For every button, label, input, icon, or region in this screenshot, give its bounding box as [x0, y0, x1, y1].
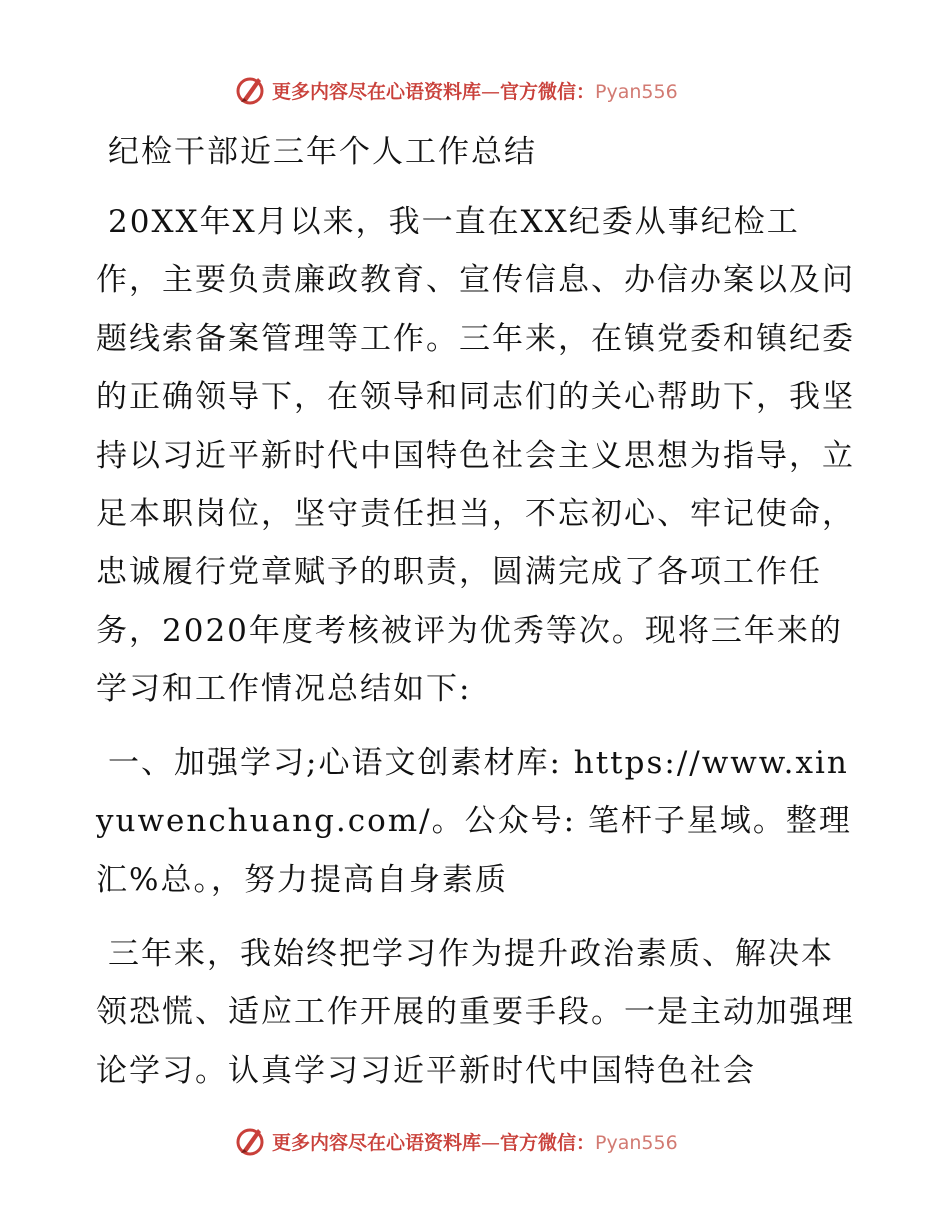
watermark-text: 更多内容尽在心语资料库—官方微信：Pyan556: [272, 80, 678, 103]
page-title: 纪检干部近三年个人工作总结: [108, 134, 537, 170]
wechat-id: Pyan556: [595, 1131, 678, 1154]
section-heading-study: 一、加强学习;心语文创素材库: https://www.xinyuwenchuang.com/。公众号: 笔杆子星域。整理汇%总。，努力提高自身素质: [96, 745, 852, 898]
footer-watermark: [232, 1122, 732, 1160]
watermark-text: 更多内容尽在心语资料库—官方微信：Pyan556: [272, 1131, 678, 1154]
wechat-id: Pyan556: [595, 80, 678, 103]
brush-pen-logo-icon: [232, 1123, 268, 1159]
paragraph-study: 三年来，我始终把学习作为提升政治素质、解决本领恐慌、适应工作开展的重要手段。一是主动加强理论学习。认真学习习近平新时代中国特色社会: [96, 936, 855, 1089]
brush-pen-logo-icon: [232, 72, 268, 108]
header-watermark: [232, 71, 732, 109]
paragraph-intro: 20XX年X月以来，我一直在XX纪委从事纪检工作，主要负责廉政教育、宣传信息、办信办案以及问题线索备案管理等工作。三年来，在镇党委和镇纪委的正确领导下，在领导和同志们的关心帮助下，我坚持以习近平新时代中国特色社会主义思想为指导，立足本职岗位，坚守责任担当，不忘初心、牢记使命，忠诚履行党章赋予的职责，圆满完成了各项工作任务，2020年度考核被评为优秀等次。现将三年来的学习和工作情况总结如下:: [96, 204, 855, 708]
